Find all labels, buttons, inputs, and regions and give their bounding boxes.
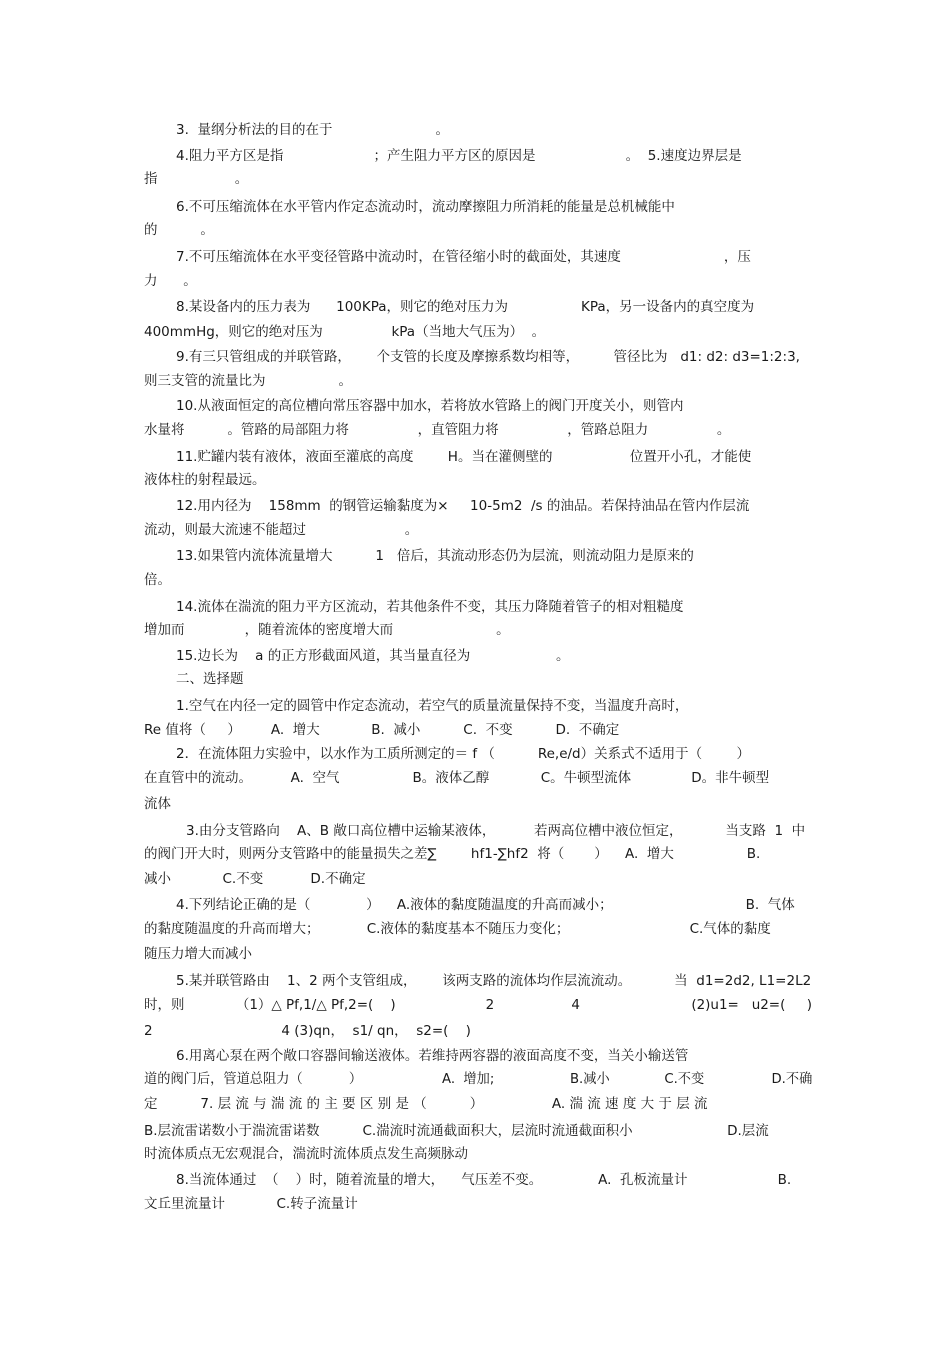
text-line: 则三支管的流量比为 。	[144, 373, 352, 389]
text-line: 3.由分支管路向 A、B 敞口高位槽中运输某液体， 若两高位槽中液位恒定， 当支路 1 中	[186, 823, 806, 839]
text-line: 力 。	[144, 273, 197, 289]
text-line: 增加而 ，随着流体的密度增大而 。	[144, 622, 510, 638]
text-line: 的黏度随温度的升高而增大； C.液体的黏度基本不随压力变化； C.气体的黏度	[144, 921, 771, 937]
section-heading: 二、选择题	[176, 671, 244, 687]
text-line: 的阀门开大时，则两分支管路中的能量损失之差∑ hf1-∑hf2 将（ ） A. 增大 B.	[144, 846, 761, 862]
text-line: 8.当流体通过 （ ）时，随着流量的增大， 气压差不变。 A. 孔板流量计 B.	[176, 1172, 792, 1188]
text-line: 7.不可压缩流体在水平变径管路中流动时，在管径缩小时的截面处，其速度 ，压	[176, 249, 751, 265]
text-line: 道的阀门后，管道总阻力（ ） A. 增加; B.减小 C.不变 D.不确	[144, 1071, 813, 1087]
text-line: 8.某设备内的压力表为 100KPa，则它的绝对压力为 KPa，另一设备内的真空度为	[176, 299, 755, 315]
text-line: 13.如果管内流体流量增大 1 倍后，其流动形态仍为层流，则流动阻力是原来的	[176, 548, 694, 564]
text-line: 15.边长为 a 的正方形截面风道，其当量直径为 。	[176, 648, 570, 664]
text-line: 5.某并联管路由 1、2 两个支管组成， 该两支路的流体均作层流流动。 当 d1=2d2, L1=2L2	[176, 973, 812, 989]
text-line: 水量将 。管路的局部阻力将 ，直管阻力将 ，管路总阻力 。	[144, 422, 731, 438]
text-line: B.层流雷诺数小于湍流雷诺数 C.湍流时流通截面积大，层流时流通截面积小 D.层流	[144, 1123, 769, 1139]
text-line: 2．在流体阻力实验中，以水作为工质所测定的＝ f （ Re,e/d）关系式不适用于（ ）	[176, 746, 750, 762]
text-line: 6.用离心泵在两个敞口容器间输送液体。若维持两容器的液面高度不变，当关小输送管	[176, 1048, 689, 1064]
text-line: 倍。	[144, 572, 171, 588]
text-line: 6.不可压缩流体在水平管内作定态流动时，流动摩擦阻力所消耗的能量是总机械能中	[176, 199, 675, 215]
text-line: 的 。	[144, 222, 214, 238]
text-line: 文丘里流量计 C.转子流量计	[144, 1196, 358, 1212]
text-line: 400mmHg，则它的绝对压为 kPa（当地大气压为） 。	[144, 324, 546, 340]
text-line: 定 7. 层 流 与 湍 流 的 主 要 区 别 是 （ ） A. 湍 流 速 度 大 于 层 流	[144, 1096, 708, 1112]
text-line: 流体	[144, 796, 171, 812]
text-line: Re 值将（ ） A. 增大 B. 减小 C. 不变 D. 不确定	[144, 722, 620, 738]
text-line: 减小 C.不变 D.不确定	[144, 871, 366, 887]
text-line: 3. 量纲分析法的目的在于 。	[176, 122, 449, 138]
text-line: 9.有三只管组成的并联管路， 个支管的长度及摩擦系数均相等， 管径比为 d1: d2: d3=1:2:3,	[176, 349, 800, 365]
text-line: 随压力增大而减小	[144, 946, 252, 962]
text-line: 时流体质点无宏观混合，湍流时流体质点发生高频脉动	[144, 1146, 468, 1162]
text-line: 4.下列结论正确的是（ ） A.液体的黏度随温度的升高而减小； B. 气体	[176, 897, 795, 913]
text-line: 在直管中的流动。 A. 空气 B。液体乙醇 C。牛顿型流体 D。非牛顿型	[144, 770, 770, 786]
text-line: 12.用内径为 158mm 的钢管运输黏度为× 10-5m2 /s 的油品。若保持油品在管内作层流	[176, 498, 750, 514]
text-line: 2 4 (3)qn， s1/ qn， s2=( )	[144, 1023, 471, 1039]
text-line: 4.阻力平方区是指 ；产生阻力平方区的原因是 。 5.速度边界层是	[176, 148, 742, 164]
text-line: 液体柱的射程最远。	[144, 472, 266, 488]
text-line: 11.贮罐内装有液体，液面至灌底的高度 H。当在灌侧壁的 位置开小孔，才能使	[176, 449, 752, 465]
text-line: 10.从液面恒定的高位槽向常压容器中加水，若将放水管路上的阀门开度关小，则管内	[176, 398, 684, 414]
text-line: 1.空气在内径一定的圆管中作定态流动，若空气的质量流量保持不变，当温度升高时，	[176, 698, 689, 714]
text-line: 时，则 （1）△ Pf,1/△ Pf,2=( ) 2 4 (2)u1= u2=( )	[144, 997, 813, 1013]
text-line: 流动，则最大流速不能超过 。	[144, 522, 419, 538]
text-line: 指 。	[144, 171, 249, 187]
text-line: 14.流体在湍流的阻力平方区流动，若其他条件不变，其压力降随着管子的相对粗糙度	[176, 599, 684, 615]
